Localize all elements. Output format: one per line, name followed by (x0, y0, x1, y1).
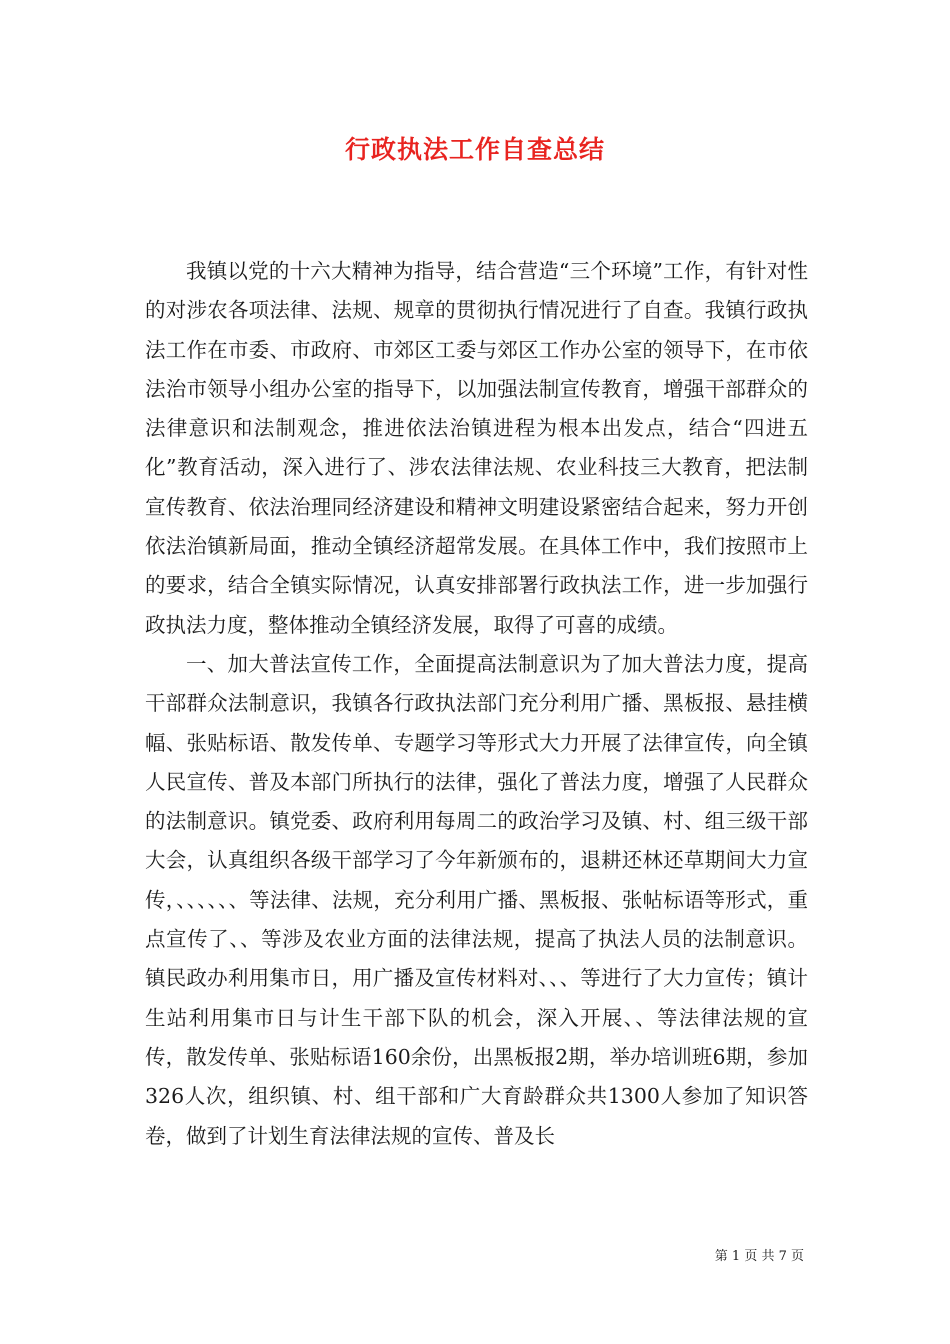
paragraph-section-one: 一、加大普法宣传工作，全面提高法制意识为了加大普法力度，提高干部群众法制意识，我镇各行政执法部门充分利用广播、黑板报、悬挂横幅、张贴标语、散发传单、专题学习等形式大力开展了法律宣传，向全镇人民宣传、普及本部门所执行的法律，强化了普法力度，增强了人民群众的法制意识。镇党委、政府利用每周二的政治学习及镇、村、组三级干部大会，认真组织各级干部学习了今年新颁布的，退耕还林还草期间大力宣传，、、、、、、等法律、法规，充分利用广播、黑板报、张帖标语等形式，重点宣传了、、等涉及农业方面的法律法规，提高了执法人员的法制意识。镇民政办利用集市日，用广播及宣传材料对、、、等进行了大力宣传；镇计生站利用集市日与计生干部下队的机会，深入开展、、等法律法规的宣传，散发传单、张贴标语160余份，出黑板报2期，举办培训班6期，参加326人次，组织镇、村、组干部和广大育龄群众共1300人参加了知识答卷，做到了计划生育法律法规的宣传、普及长 (145, 651, 808, 1148)
page-number: 第 1 页 共 7 页 (714, 1249, 804, 1264)
document-body (145, 252, 808, 1156)
document-title: 行政执法工作自查总结 (344, 135, 605, 164)
paragraph-intro: 我镇以党的十六大精神为指导，结合营造“三个环境”工作，有针对性的对涉农各项法律、法规、规章的贯彻执行情况进行了自查。我镇行政执法工作在市委、市政府、市郊区工委与郊区工作办公室的领导下，在市依法治市领导小组办公室的指导下，以加强法制宣传教育，增强干部群众的法律意识和法制观念，推进依法治镇进程为根本出发点，结合“四进五化”教育活动，深入进行了、涉农法律法规、农业科技三大教育，把法制宣传教育、依法治理同经济建设和精神文明建设紧密结合起来，努力开创依法治镇新局面，推动全镇经济超常发展。在具体工作中，我们按照市上的要求，结合全镇实际情况，认真安排部署行政执法工作，进一步加强行政执法力度，整体推动全镇经济发展，取得了可喜的成绩。 (145, 259, 808, 637)
